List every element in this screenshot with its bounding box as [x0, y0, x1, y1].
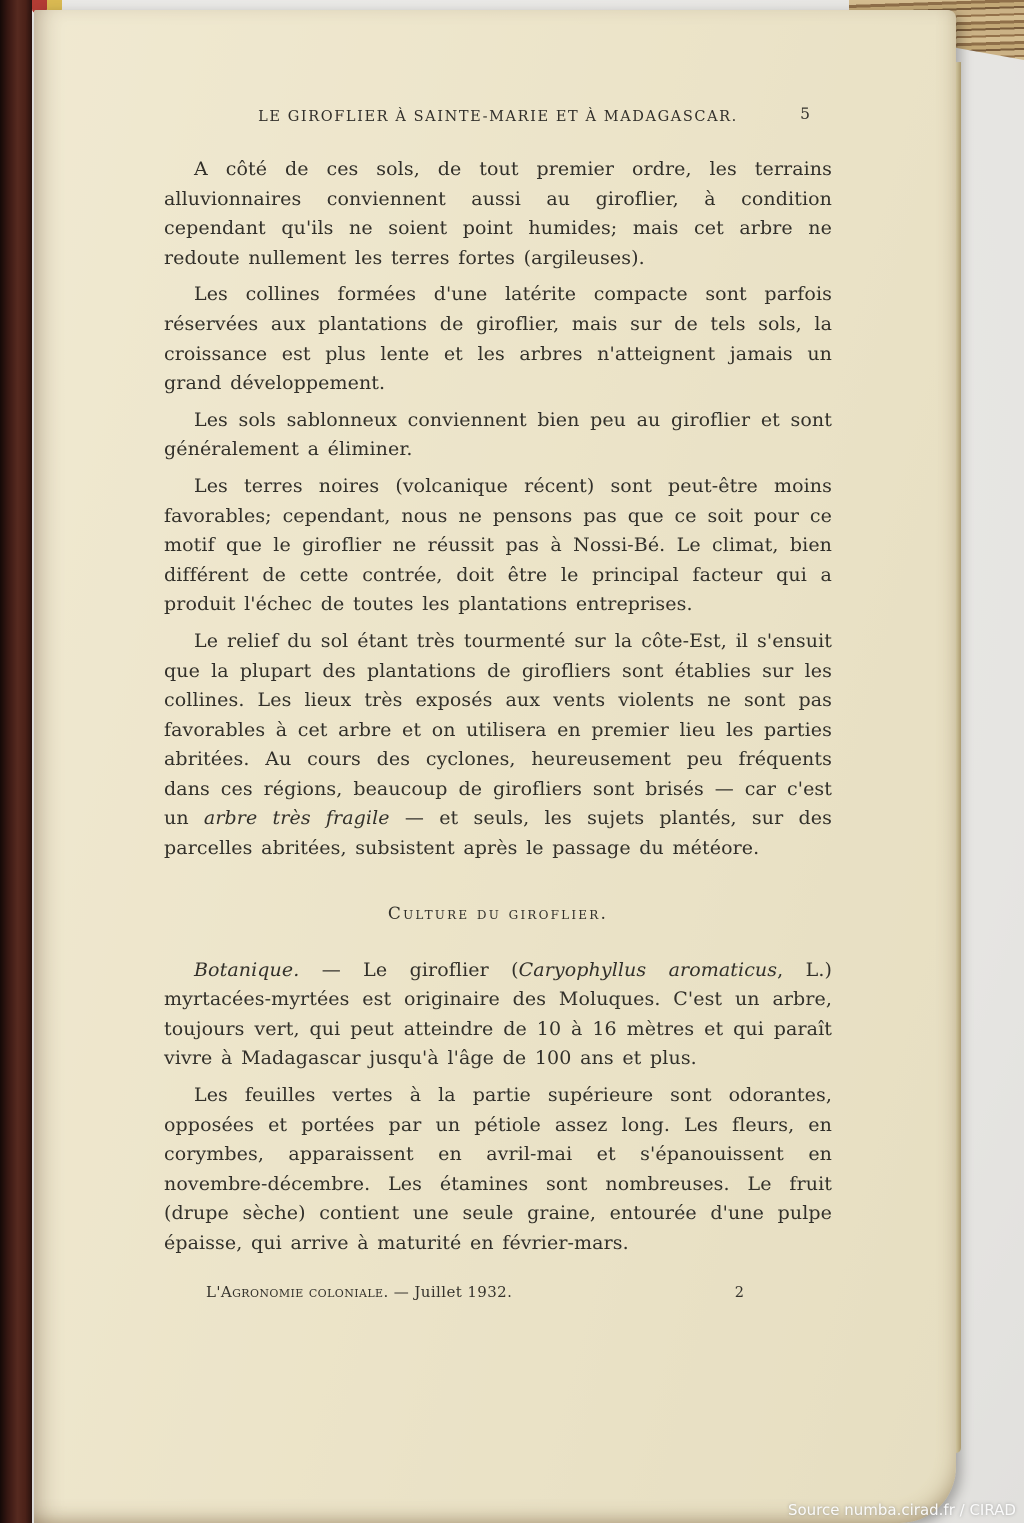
section-heading: Culture du giroflier.: [387, 903, 609, 924]
journal-imprint: L'Agronomie coloniale. — Juillet 1932.: [206, 1282, 513, 1301]
paragraph-5: Le relief du sol étant très tourmenté sur la côte-Est, il s'ensuit que la plupart des plantations de girofliers sont établies sur les collines. Les lieux très exposés aux vents violents ne sont pas favorables à cet arbre et on utilisera en premier lieu les parties abritées. Au cours des cyclones, heureusement peu fréquents dans ces régions, beaucoup de girofliers sont brisés — car c'est un arbre très fragile — et seuls, les sujets plantés, sur des parcelles abritées, subsistent après le passage du météore.: [164, 629, 832, 860]
page-footer: [164, 1283, 832, 1301]
book-page: [34, 10, 956, 1523]
paragraph-2: Les collines formées d'une latérite compacte sont parfois réservées aux plantations de giroflier, mais sur de tels sols, la croissance est plus lente et les arbres n'atteignent jamais un grand développement.: [164, 283, 832, 395]
body-text: [164, 155, 832, 1259]
paragraph-6: Botanique. — Le giroflier (Caryophyllus aromaticus, L.) myrtacées-myrtées est originaire des Moluques. C'est un arbre, toujours vert, qui peut atteindre de 10 à 16 mètres et qui paraît vivre à Madagascar jusqu'à l'âge de 100 ans et plus.: [164, 958, 832, 1070]
paragraph-7: Les feuilles vertes à la partie supérieure sont odorantes, opposées et portées par un pétiole assez long. Les fleurs, en corymbes, apparaissent en avril-mai et s'épanouissent en novembre-décembre. Les étamines sont nombreuses. Le fruit (drupe sèche) contient une seule graine, entourée d'une pulpe épaisse, qui arrive à maturité en février-mars.: [164, 1084, 832, 1254]
signature-mark: 2: [734, 1284, 744, 1301]
page-number: 5: [800, 105, 810, 123]
paragraph-4: Les terres noires (volcanique récent) sont peut-être moins favorables; cependant, nous ne pensons pas que ce soit pour ce motif que le giroflier ne réussit pas à Nossi-Bé. Le climat, bien différent de cette contrée, doit être le principal facteur qui a produit l'échec de toutes les plantations entreprises.: [164, 474, 832, 616]
page-header: [164, 106, 832, 125]
paragraph-3: Les sols sablonneux conviennent bien peu au giroflier et sont généralement a éliminer.: [164, 408, 832, 461]
source-watermark: Source numba.cirad.fr / CIRAD: [787, 1501, 1016, 1519]
page-right-edge: [956, 62, 961, 1453]
book-spine: [0, 0, 32, 1523]
paragraph-1: A côté de ces sols, de tout premier ordre, les terrains alluvionnaires conviennent aussi au giroflier, à condition cependant qu'ils ne soient point humides; mais cet arbre ne redoute nullement les terres fortes (argileuses).: [164, 158, 832, 269]
running-title: LE GIROFLIER À SAINTE-MARIE ET À MADAGASCAR.: [258, 109, 738, 125]
text-column: [164, 10, 832, 1301]
